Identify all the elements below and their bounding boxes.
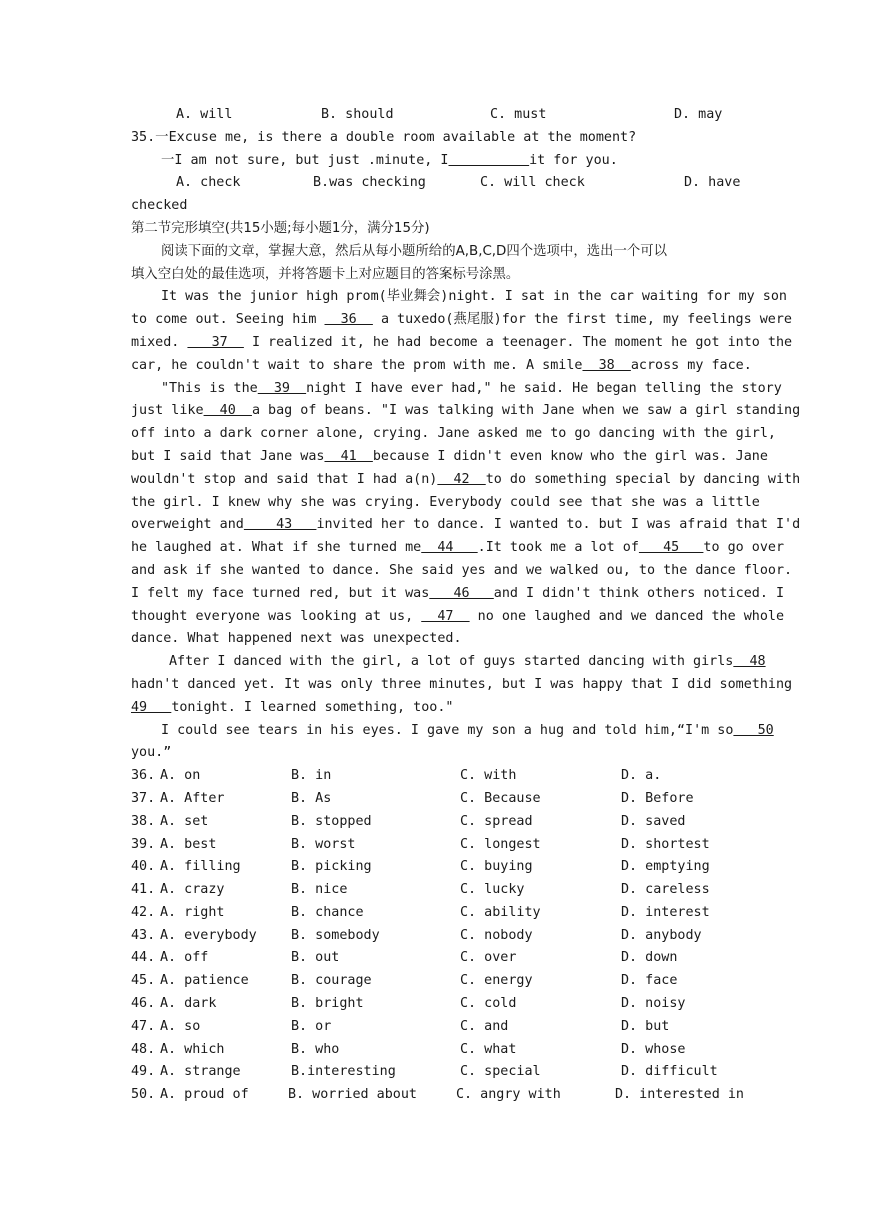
answer-row xyxy=(131,1016,737,1039)
blank-42: 42 xyxy=(437,471,486,487)
option-a: A. so xyxy=(160,1018,201,1034)
option-b: B. nice xyxy=(291,882,348,898)
text: I felt my face turned red, but it was xyxy=(131,585,430,601)
passage-line xyxy=(131,355,752,378)
text: thought everyone was looking at us, xyxy=(131,608,414,624)
option-d: D. a. xyxy=(621,768,662,784)
option-b: B. somebody xyxy=(291,927,380,943)
option-c: C. Because xyxy=(460,790,541,806)
option-d: D. noisy xyxy=(621,996,686,1012)
option-b: B. chance xyxy=(291,904,364,920)
option-a: A. off xyxy=(160,950,209,966)
option-b: B. or xyxy=(291,1018,332,1034)
q35-blank xyxy=(449,153,530,168)
passage-line: off into a dark corner alone, crying. Jane asked me to go dancing with the girl, xyxy=(131,426,776,442)
q35-option-wrap: checked xyxy=(131,198,188,214)
text: because I didn't even know who the girl was. Jane xyxy=(372,448,768,464)
passage-line: hadn't danced yet. It was only three minutes, but I was happy that I did something xyxy=(131,676,793,692)
option-b: B.interesting xyxy=(291,1064,396,1080)
passage-line xyxy=(131,651,766,674)
option-a: A. crazy xyxy=(160,882,225,898)
text: to do something special by dancing with xyxy=(485,471,801,487)
option-c: C. angry with xyxy=(456,1087,561,1103)
section-instructions-2: 填入空白处的最佳选项，并将答题卡上对应题目的答案标号涂黑。 xyxy=(131,266,520,282)
q35-option-a: A. check xyxy=(176,175,241,191)
q35-reply-end: it for you. xyxy=(529,152,618,168)
answer-row xyxy=(131,788,737,811)
q35-option-c: C. will check xyxy=(480,175,585,191)
option-b: B. worst xyxy=(291,836,356,852)
passage-line xyxy=(131,514,801,537)
q35-options xyxy=(131,172,741,195)
exam-page xyxy=(131,104,801,1107)
text: tonight. I learned something, too." xyxy=(171,699,454,715)
q35-question: 35.一Excuse me, is there a double room available at the moment? xyxy=(131,129,637,145)
option-d: D. face xyxy=(621,973,678,989)
option-c: C. nobody xyxy=(460,927,533,943)
answer-row xyxy=(131,1061,737,1084)
question-number: 47. xyxy=(131,1018,156,1034)
option-c: C. with xyxy=(460,768,517,784)
q35-reply xyxy=(131,150,737,173)
answer-row xyxy=(131,993,737,1016)
option-c: C. lucky xyxy=(460,882,525,898)
question-number: 37. xyxy=(131,790,156,806)
blank-43: 43 xyxy=(243,517,317,533)
text: "This is the xyxy=(161,380,258,396)
text: he laughed at. What if she turned me xyxy=(131,540,422,556)
option-c: C. and xyxy=(460,1018,509,1034)
question-number: 45. xyxy=(131,973,156,989)
answer-row xyxy=(131,834,737,857)
option-b: B. worried about xyxy=(288,1087,417,1103)
question-number: 36. xyxy=(131,768,156,784)
blank-49: 49 xyxy=(131,699,172,715)
blank-38: 38 xyxy=(582,357,631,373)
blank-37: 37 xyxy=(187,334,244,350)
option-b: B. courage xyxy=(291,973,372,989)
passage-line xyxy=(131,469,801,492)
answer-row xyxy=(131,970,737,993)
option-d: D. but xyxy=(621,1018,670,1034)
text: across my face. xyxy=(630,357,752,373)
text: wouldn't stop and said that I had a(n) xyxy=(131,471,438,487)
option-c: C. energy xyxy=(460,973,533,989)
option-b: B. bright xyxy=(291,996,364,1012)
blank-44: 44 xyxy=(421,540,478,556)
option-d: D. anybody xyxy=(621,927,702,943)
option-b: B. stopped xyxy=(291,813,372,829)
text: no one laughed and we danced the whole xyxy=(477,608,785,624)
option-c: C. cold xyxy=(460,996,517,1012)
passage-line: It was the junior high prom(毕业舞会)night. I sat in the car waiting for my son xyxy=(161,289,787,305)
option-d: D. Before xyxy=(621,790,694,806)
option-b: B. who xyxy=(291,1041,340,1057)
text: .It took me a lot of xyxy=(477,540,639,556)
passage-line xyxy=(131,720,774,743)
option-b: B. out xyxy=(291,950,340,966)
passage-line: you.” xyxy=(131,745,172,761)
option-a: A. right xyxy=(160,904,225,920)
blank-47: 47 xyxy=(421,608,470,624)
option-a: A. on xyxy=(160,768,201,784)
option-c: C. buying xyxy=(460,859,533,875)
text: night I have ever had," he said. He began telling the story xyxy=(306,380,782,396)
option-d: D. interested in xyxy=(615,1087,744,1103)
q34-option-a: A. will xyxy=(176,107,233,122)
question-number: 42. xyxy=(131,904,156,920)
question-number: 48. xyxy=(131,1041,156,1057)
answer-row xyxy=(131,925,737,948)
q34-option-b: B. should xyxy=(321,107,394,122)
passage-line xyxy=(131,537,785,560)
option-c: C. ability xyxy=(460,904,541,920)
option-a: A. patience xyxy=(160,973,249,989)
answer-row xyxy=(131,811,737,834)
option-d: D. careless xyxy=(621,882,710,898)
blank-46: 46 xyxy=(429,585,494,601)
question-number: 43. xyxy=(131,927,156,943)
answer-row xyxy=(131,1039,737,1062)
option-b: B. in xyxy=(291,768,332,784)
text: I realized it, he had become a teenager. The moment he got into the xyxy=(251,334,793,350)
option-b: B. picking xyxy=(291,859,372,875)
section-title: 第二节完形填空(共15小题;每小题1分，满分15分) xyxy=(131,220,430,236)
passage-line: the girl. I knew why she was crying. Everybody could see that she was a little xyxy=(131,494,760,510)
option-d: D. whose xyxy=(621,1041,686,1057)
question-number: 50. xyxy=(131,1087,156,1103)
answer-row xyxy=(131,1084,744,1107)
option-a: A. best xyxy=(160,836,217,852)
text: a bag of beans. "I was talking with Jane when we saw a girl standing xyxy=(251,403,801,419)
option-d: D. down xyxy=(621,950,678,966)
text: but I said that Jane was xyxy=(131,448,325,464)
question-number: 39. xyxy=(131,836,156,852)
answer-row xyxy=(131,765,737,788)
question-number: 49. xyxy=(131,1064,156,1080)
passage-line xyxy=(131,378,782,401)
option-c: C. longest xyxy=(460,836,541,852)
answer-options xyxy=(131,765,744,1107)
passage-line xyxy=(131,446,768,469)
option-a: A. proud of xyxy=(160,1087,249,1103)
q34-options xyxy=(131,104,737,127)
q35-option-b: B.was checking xyxy=(313,175,426,191)
text: a tuxedo(燕尾服)for the first time, my feelings were xyxy=(380,312,792,328)
text: invited her to dance. I wanted to. but I was afraid that I'd xyxy=(316,517,801,533)
answer-row xyxy=(131,856,737,879)
option-a: A. everybody xyxy=(160,927,257,943)
text: just like xyxy=(131,403,204,419)
option-c: C. over xyxy=(460,950,517,966)
blank-39: 39 xyxy=(257,380,307,396)
option-a: A. dark xyxy=(160,996,217,1012)
section-instructions-1: 阅读下面的文章，掌握大意，然后从每小题所给的A,B,C,D四个选项中，选出一个可以 xyxy=(161,243,668,259)
passage-line xyxy=(131,332,793,355)
text: to come out. Seeing him xyxy=(131,312,317,328)
blank-40: 40 xyxy=(203,403,252,419)
blank-36: 36 xyxy=(324,312,373,328)
option-a: A. set xyxy=(160,813,209,829)
blank-48: 48 xyxy=(733,654,766,670)
option-b: B. As xyxy=(291,790,332,806)
question-number: 46. xyxy=(131,996,156,1012)
option-d: D. emptying xyxy=(621,859,710,875)
option-d: D. shortest xyxy=(621,836,710,852)
option-d: D. saved xyxy=(621,813,686,829)
text: mixed. xyxy=(131,334,180,350)
question-number: 40. xyxy=(131,859,156,875)
text: to go over xyxy=(703,540,785,556)
option-a: A. After xyxy=(160,790,225,806)
answer-row xyxy=(131,947,737,970)
blank-50: 50 xyxy=(733,722,774,738)
question-number: 44. xyxy=(131,950,156,966)
option-d: D. difficult xyxy=(621,1064,718,1080)
passage-line xyxy=(131,697,737,720)
answer-row xyxy=(131,902,737,925)
blank-41: 41 xyxy=(324,448,373,464)
text: I could see tears in his eyes. I gave my son a hug and told him,“I'm so xyxy=(161,722,734,738)
option-d: D. interest xyxy=(621,904,710,920)
option-a: A. which xyxy=(160,1041,225,1057)
text: car, he couldn't wait to share the prom with me. A smile xyxy=(131,357,583,373)
passage-line xyxy=(131,583,785,606)
option-c: C. what xyxy=(460,1041,517,1057)
passage-line: and ask if she wanted to dance. She said yes and we walked ou, to the dance floor. xyxy=(131,562,793,578)
text: After I danced with the girl, a lot of guys started dancing with girls xyxy=(169,654,734,670)
q34-option-c: C. must xyxy=(490,107,547,122)
text: and I didn't think others noticed. I xyxy=(493,585,785,601)
question-number: 41. xyxy=(131,882,156,898)
passage-line xyxy=(131,400,801,423)
option-c: C. spread xyxy=(460,813,533,829)
passage-line: dance. What happened next was unexpected. xyxy=(131,631,462,647)
q35-reply-text: 一I am not sure, but just .minute, I xyxy=(161,152,449,168)
question-number: 38. xyxy=(131,813,156,829)
answer-row xyxy=(131,879,737,902)
text: overweight and xyxy=(131,517,244,533)
q34-option-d: D. may xyxy=(674,107,723,122)
passage-line xyxy=(131,309,792,332)
passage-line xyxy=(131,606,785,629)
option-a: A. filling xyxy=(160,859,241,875)
blank-45: 45 xyxy=(638,540,704,556)
option-c: C. special xyxy=(460,1064,541,1080)
q35-option-d: D. have xyxy=(684,175,741,191)
option-a: A. strange xyxy=(160,1064,241,1080)
